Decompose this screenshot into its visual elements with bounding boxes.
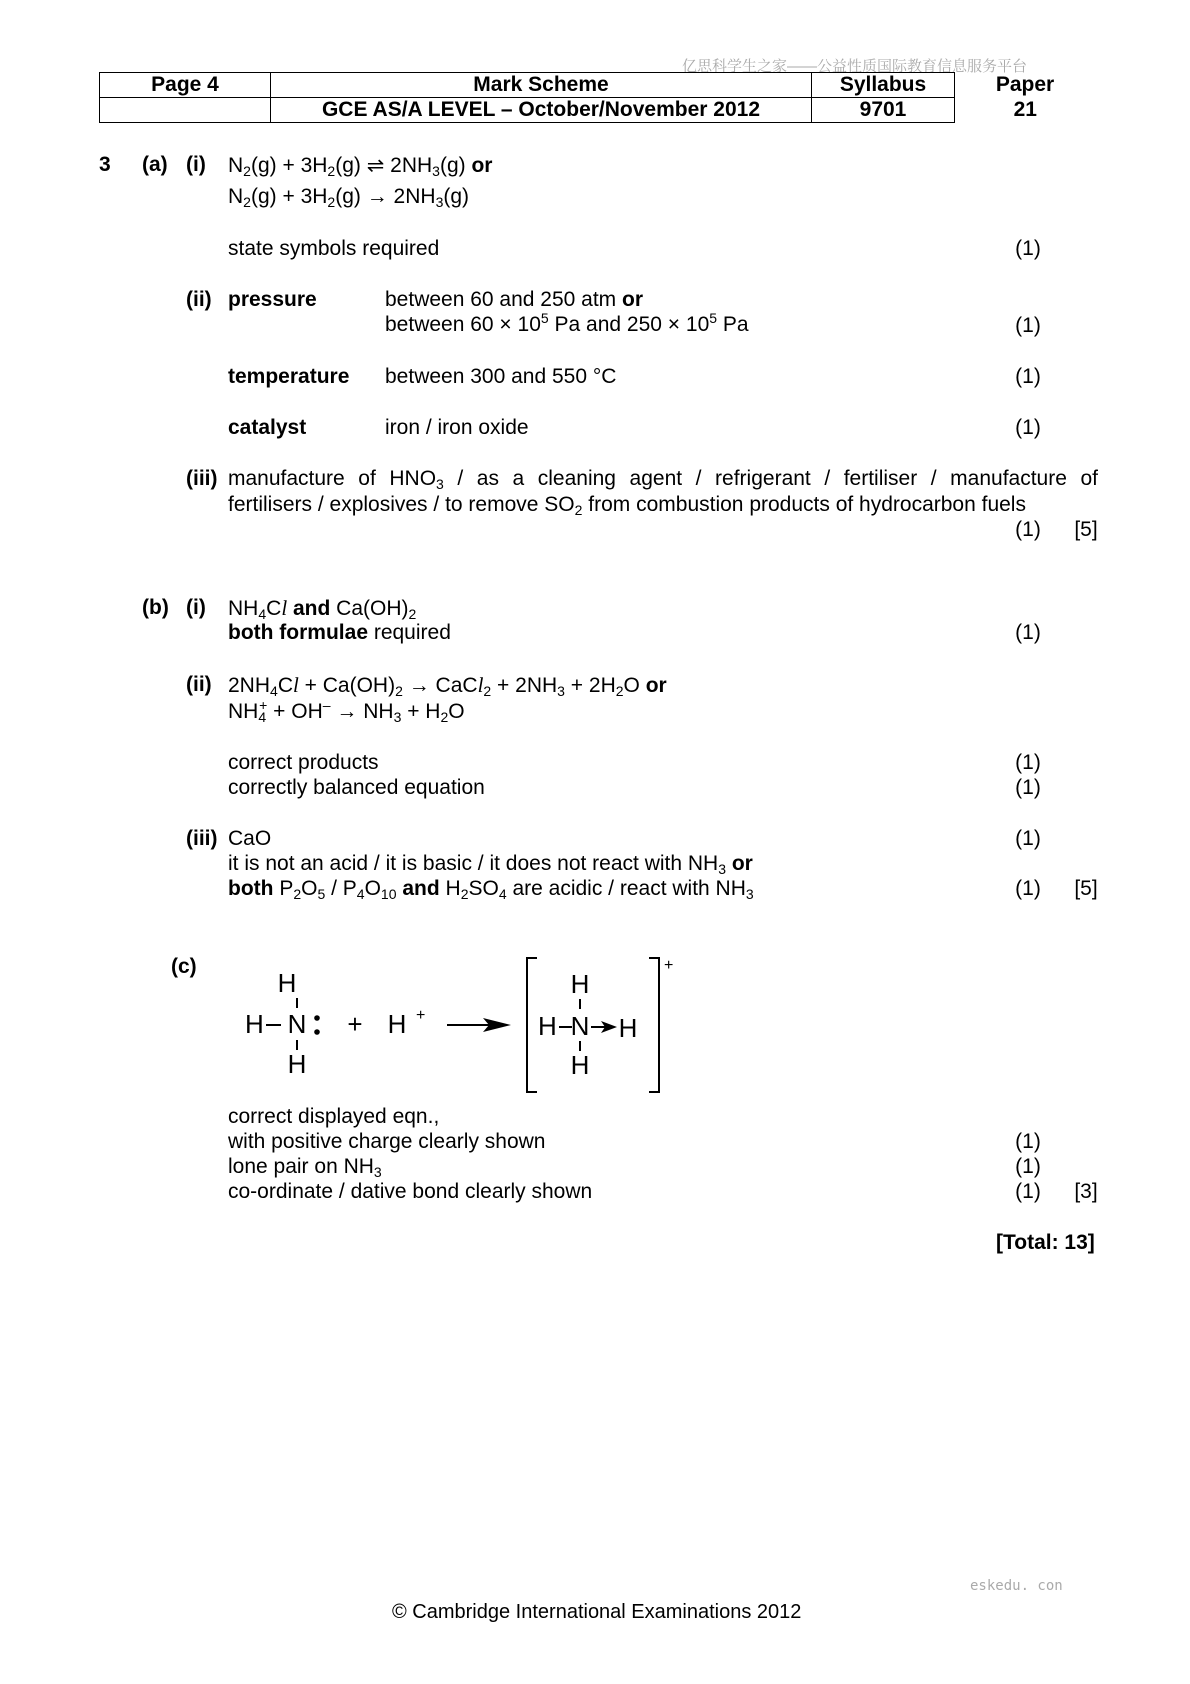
- ammonia-prep-equation: $2NH_4Cl + Ca(OH)_2$ → CaCl$_2$ + $2NH_3 + 2H_2O$ or: [228, 673, 667, 699]
- svg-text:H: H: [618, 1013, 638, 1043]
- svg-text:H: H: [245, 1009, 264, 1039]
- part-b-ii-label: (ii): [186, 673, 212, 696]
- mark: (1): [1015, 751, 1041, 774]
- temperature-text: between 300 and 550 °C: [385, 365, 617, 388]
- catalyst-label: catalyst: [228, 416, 307, 439]
- page-blank-cell: [100, 98, 271, 123]
- mark: (1): [1015, 365, 1041, 388]
- mark: (1): [1015, 518, 1041, 541]
- watermark-bottom: eskedu. con: [970, 1578, 1063, 1594]
- pressure-label: pressure: [228, 288, 317, 311]
- svg-text:+: +: [664, 957, 674, 974]
- part-a-iii-label: (iii): [186, 467, 218, 490]
- part-c-total: [3]: [1074, 1180, 1098, 1203]
- question-number: 3: [99, 153, 111, 176]
- part-a-label: (a): [142, 153, 168, 176]
- mark: (1): [1015, 827, 1041, 850]
- part-c-label: (c): [171, 955, 197, 978]
- mark: (1): [1015, 314, 1041, 337]
- displayed-eqn-note: correct displayed eqn.,: [228, 1105, 440, 1128]
- haber-equation-forward: $N_2(g) + 3H_2(g) \to 2NH_3(g)$: [228, 185, 470, 210]
- part-b-total: [5]: [1074, 877, 1098, 900]
- svg-text:H: H: [538, 1011, 557, 1041]
- page-label: Page 4: [100, 73, 271, 98]
- state-symbols-note: state symbols required: [228, 237, 440, 260]
- part-a-ii-label: (ii): [186, 288, 212, 311]
- pressure-line1: between 60 and 250 atm or: [385, 288, 644, 311]
- both-formulae-note: both formulae required: [228, 621, 451, 644]
- mark-scheme-title: Mark Scheme: [271, 73, 812, 98]
- svg-text:+: +: [347, 1009, 363, 1039]
- drying-reason-line1: it is not an acid / it is basic / it does not react with $NH_3$ or: [228, 852, 753, 877]
- mark: (1): [1015, 621, 1041, 644]
- svg-text:N: N: [570, 1011, 590, 1041]
- paper-title: Paper: [995, 73, 1055, 96]
- mark: (1): [1015, 1155, 1041, 1178]
- part-b-i-label: (i): [186, 596, 206, 619]
- mark: (1): [1015, 877, 1041, 900]
- part-a-i-label: (i): [186, 153, 206, 176]
- correct-products-note: correct products: [228, 751, 379, 774]
- ammonia-uses-line1: manufacture of $HNO_3$ / as a cleaning agent / refrigerant / fertiliser / manufacture of: [228, 467, 1098, 492]
- part-b-iii-label: (iii): [186, 827, 218, 850]
- part-a-total: [5]: [1074, 518, 1098, 541]
- paper-number: 21: [1013, 98, 1037, 121]
- svg-text:H: H: [387, 1009, 407, 1039]
- lone-pair-note: lone pair on $NH_3$: [228, 1155, 382, 1180]
- ionic-equation: $NH_4^+ + OH^- \to NH_3 + H_2O$: [228, 697, 465, 725]
- ammonia-uses-line2: fertilisers / explosives / to remove $SO_2$ from combustion products of hydrocarbon fuels: [228, 493, 1026, 518]
- ammonium-formation-diagram: [235, 950, 695, 1110]
- exam-title: GCE AS/A LEVEL – October/November 2012: [271, 98, 812, 123]
- mark: (1): [1015, 1180, 1041, 1203]
- syllabus-code: 9701: [812, 98, 955, 123]
- haber-equation-equilibrium: $N_2(g) + 3H_2(g)$ ⇌ $2NH_3(g)$ or: [228, 154, 493, 179]
- drying-agent: CaO: [228, 827, 272, 850]
- syllabus-title: Syllabus: [812, 73, 955, 98]
- watermark-top: 亿思科学生之家——公益性质国际教育信息服务平台: [682, 58, 1028, 75]
- svg-text:H: H: [570, 969, 590, 999]
- header-table: [99, 72, 1096, 123]
- svg-text:H: H: [570, 1050, 590, 1080]
- mark: (1): [1015, 237, 1041, 260]
- svg-text:+: +: [416, 1007, 426, 1024]
- dative-bond-note: co-ordinate / dative bond clearly shown: [228, 1180, 593, 1203]
- svg-text:N: N: [287, 1009, 307, 1039]
- grand-total: [Total: 13]: [996, 1231, 1095, 1254]
- catalyst-text: iron / iron oxide: [385, 416, 529, 439]
- positive-charge-note: with positive charge clearly shown: [228, 1130, 546, 1153]
- drying-reason-line2: both $P_2O_5 / P_4O_{10}$ and $H_2SO_4$ are acidic / react with $NH_3$: [228, 877, 754, 902]
- pressure-line2: between $60 \times 10^5$ Pa and $250 \times 10^5$ Pa: [385, 310, 749, 336]
- svg-text:H: H: [287, 1049, 307, 1079]
- svg-text:H: H: [277, 968, 297, 998]
- part-b-label: (b): [142, 596, 169, 619]
- footer-copyright: © Cambridge International Examinations 2012: [392, 1601, 802, 1623]
- balanced-equation-note: correctly balanced equation: [228, 776, 485, 799]
- mark: (1): [1015, 416, 1041, 439]
- mark: (1): [1015, 776, 1041, 799]
- reagents-formulae: $NH_4Cl$ and $Ca(OH)_2$: [228, 596, 417, 622]
- mark: (1): [1015, 1130, 1041, 1153]
- temperature-label: temperature: [228, 365, 350, 388]
